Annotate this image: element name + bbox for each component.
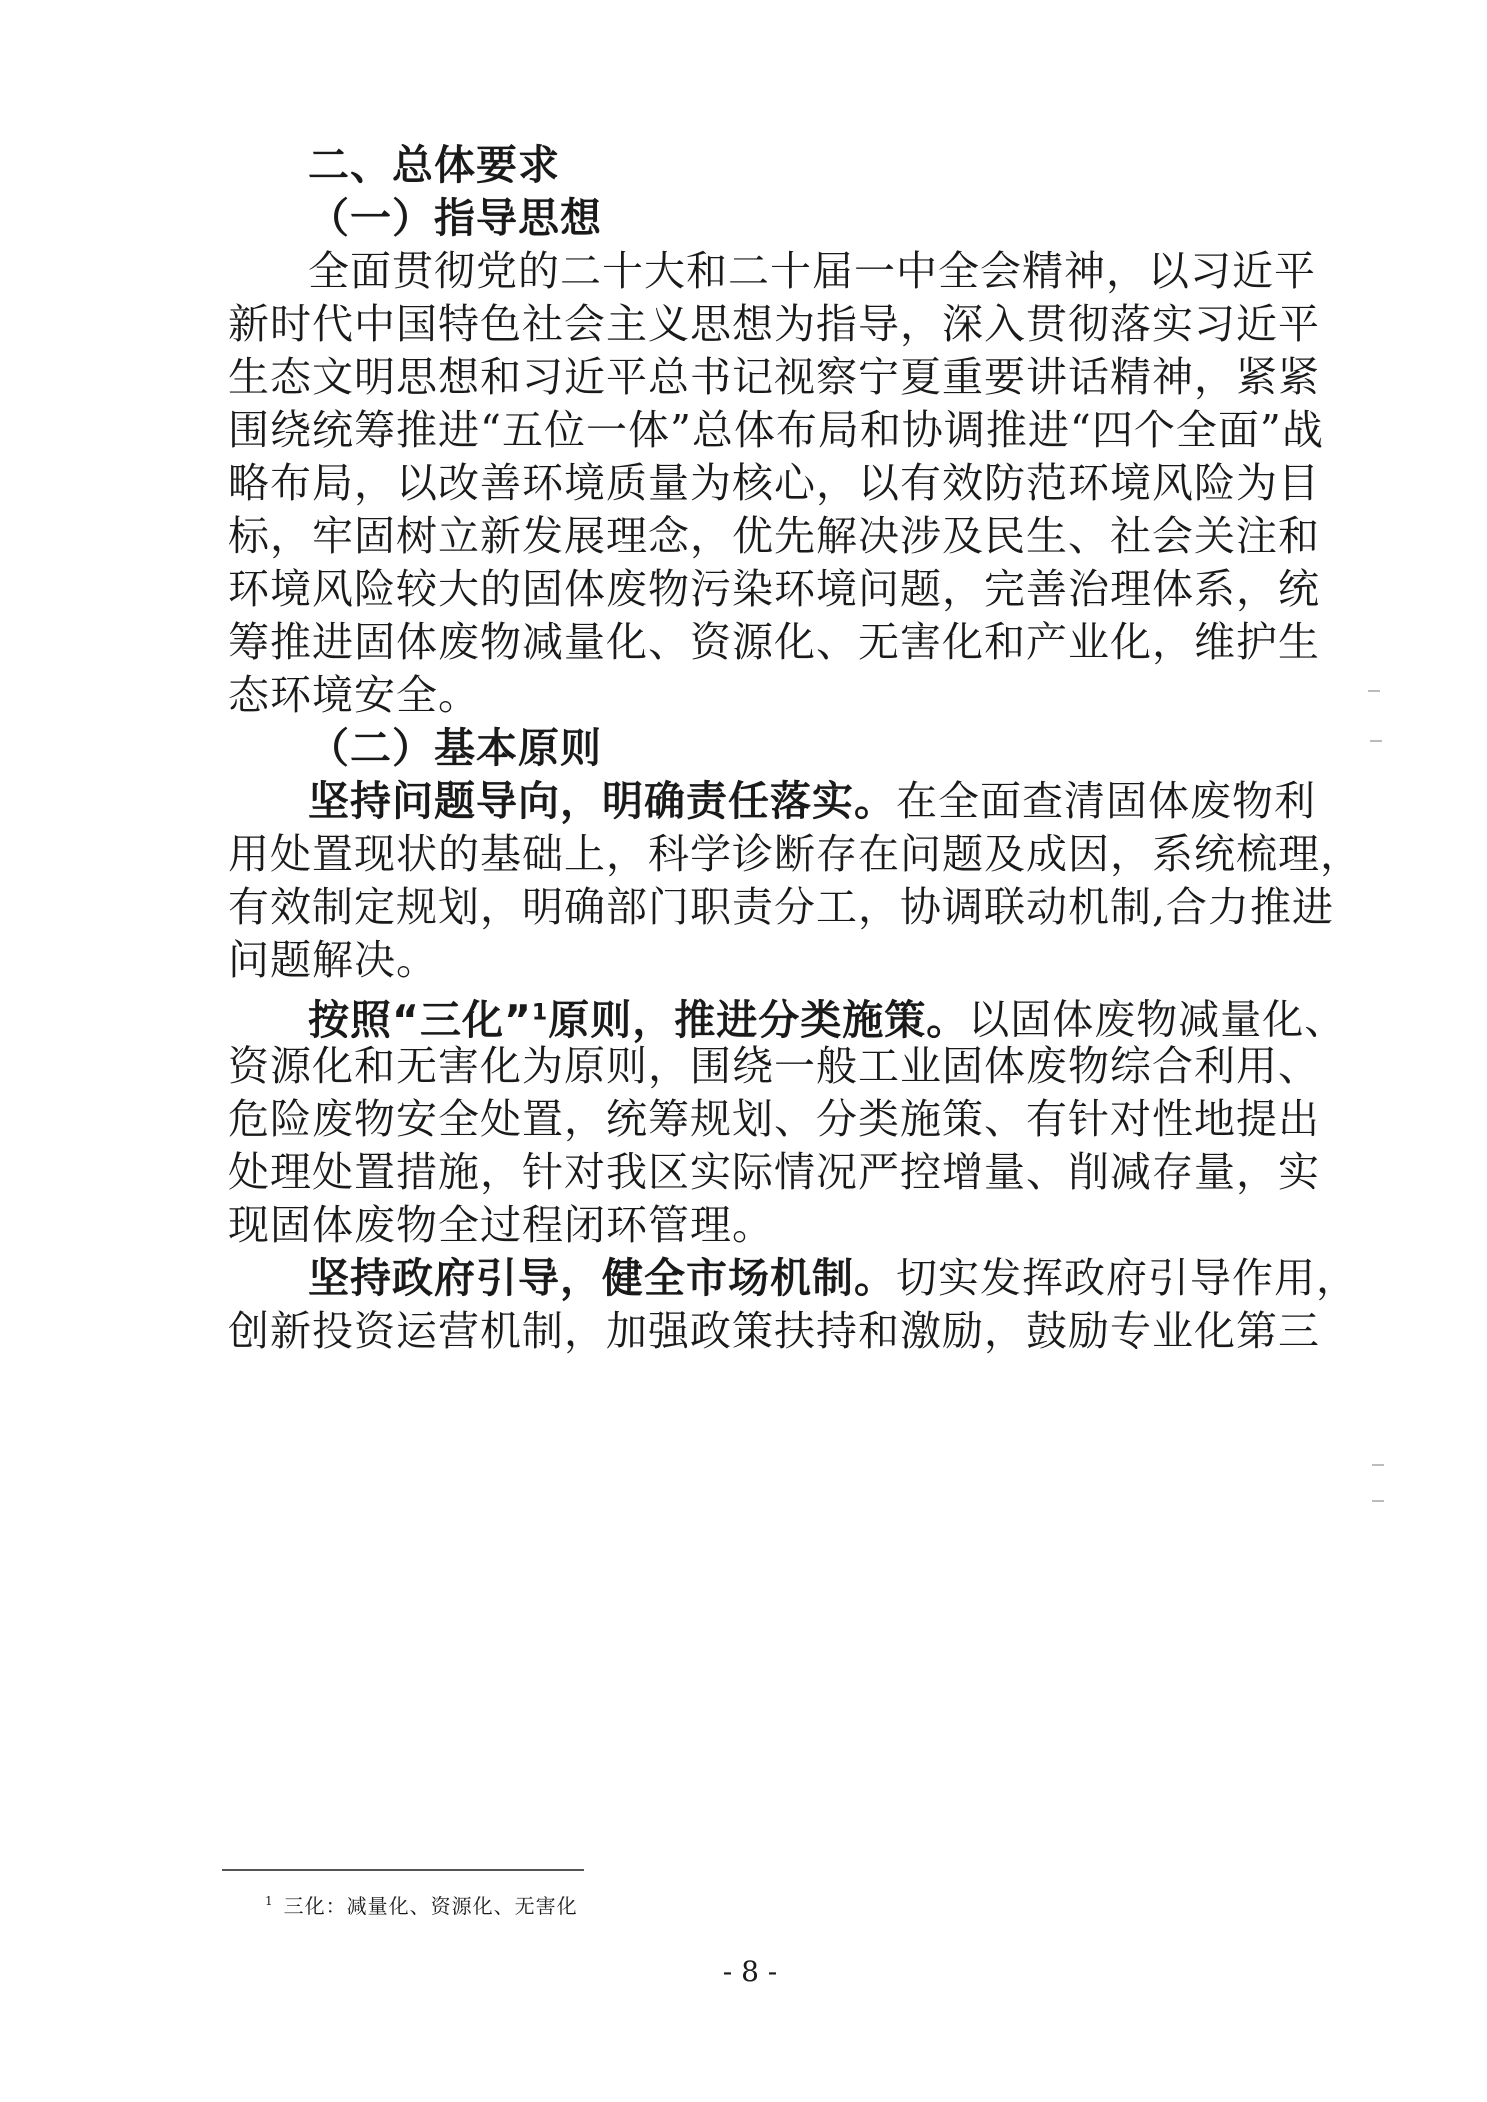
paragraph-line: 全面贯彻党的二十大和二十届一中全会精神，以习近平	[308, 247, 1316, 295]
paragraph-line: 资源化和无害化为原则，围绕一般工业固体废物综合利用、	[228, 1042, 1320, 1090]
scan-artifact	[1372, 1464, 1384, 1466]
paragraph-line: 略布局，以改善环境质量为核心，以有效防范环境风险为目	[228, 459, 1320, 507]
footnote	[265, 1888, 578, 1919]
footnote-separator	[222, 1869, 584, 1871]
paragraph-line: 现固体废物全过程闭环管理。	[228, 1201, 774, 1249]
paragraph-line: 标，牢固树立新发展理念，优先解决涉及民生、社会关注和	[228, 512, 1320, 560]
principle-text: 以固体废物减量化、	[968, 995, 1347, 1044]
paragraph-line: 生态文明思想和习近平总书记视察宁夏重要讲话精神，紧紧	[228, 353, 1320, 401]
subsection-heading-basic-principles: （二）基本原则	[308, 724, 602, 772]
principle-title: 坚持政府引导，健全市场机制。	[308, 1254, 896, 1302]
section-heading: 二、总体要求	[308, 141, 560, 189]
principle-title-suffix: 原则，推进分类施策。	[548, 995, 969, 1044]
footnote-reference: 1	[531, 1000, 549, 1025]
footnote-marker: 1	[265, 1894, 274, 1908]
subsection-heading-guiding-ideology: （一）指导思想	[308, 194, 602, 242]
paragraph-line: 筹推进固体废物减量化、资源化、无害化和产业化，维护生	[228, 618, 1320, 666]
footnote-text: 三化：减量化、资源化、无害化	[283, 1894, 578, 1918]
scan-artifact	[1372, 1500, 1384, 1502]
scan-artifact	[1368, 690, 1380, 692]
principle-text: 切实发挥政府引导作用，	[896, 1254, 1358, 1302]
paragraph-line: 用处置现状的基础上，科学诊断存在问题及成因，系统梳理，	[228, 830, 1362, 878]
principle-title: 坚持问题导向，明确责任落实。	[308, 777, 896, 825]
paragraph-line: 问题解决。	[228, 936, 438, 984]
principle-text: 在全面查清固体废物利	[896, 777, 1316, 825]
paragraph-line: 新时代中国特色社会主义思想为指导，深入贯彻落实习近平	[228, 300, 1320, 348]
principle-title-prefix: 按照“三化”	[308, 995, 532, 1044]
paragraph-line: 态环境安全。	[228, 671, 480, 719]
paragraph-line: 环境风险较大的固体废物污染环境问题，完善治理体系，统	[228, 565, 1320, 613]
paragraph-line: 处理处置措施，针对我区实际情况严控增量、削减存量，实	[228, 1148, 1320, 1196]
paragraph-line: 创新投资运营机制，加强政策扶持和激励，鼓励专业化第三	[228, 1307, 1320, 1355]
page-number: - 8 -	[722, 1955, 778, 1988]
paragraph-line: 危险废物安全处置，统筹规划、分类施策、有针对性地提出	[228, 1095, 1320, 1143]
paragraph-line: 围绕统筹推进“五位一体”总体布局和协调推进“四个全面”战	[228, 406, 1324, 454]
scan-artifact	[1370, 740, 1382, 742]
paragraph-line: 有效制定规划，明确部门职责分工，协调联动机制,合力推进	[228, 883, 1335, 931]
